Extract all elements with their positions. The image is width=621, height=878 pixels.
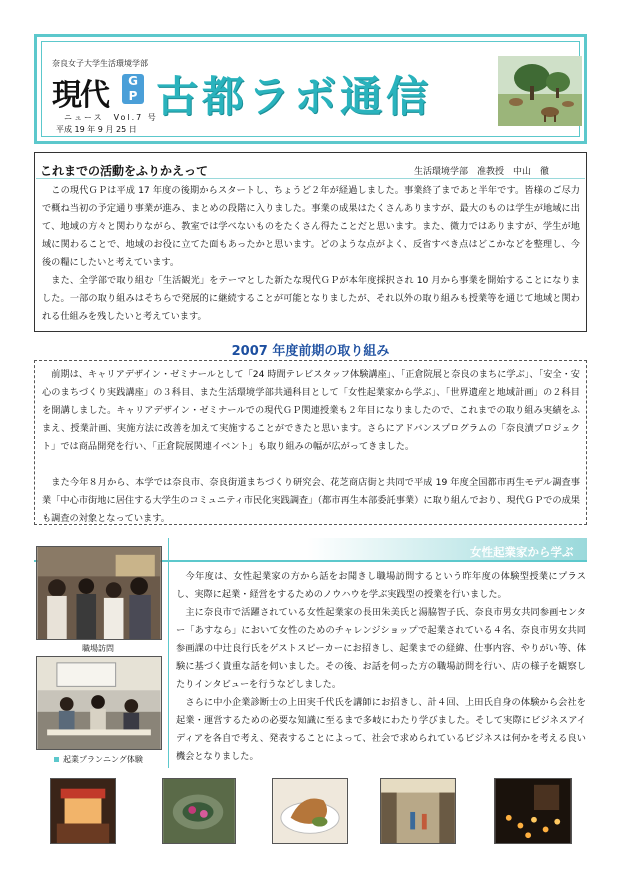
logo-gp-g: G (128, 74, 138, 88)
business-planning-caption (54, 754, 143, 765)
section-entrepreneur-title: 女性起業家から学ぶ (470, 545, 574, 559)
section-entrepreneur-paragraph-1: 今年度は、女性起業家の方から話をお聞きし職場訪問するという昨年度の体験型授業にプラスし、実際に起業・経営をするためのノウハウを学ぶ実践型の授業を行いました。 (176, 571, 586, 600)
section-2007-paragraph-2: また今年８月から、本学では奈良市、奈良街道まちづくり研究会、花芝商店街と共同で平成 19 年度全国都市再生モデル調査事業「中心市街地に居住する大学生のコミュニティ市民化実践調査」（都市再生本部委託事業）に取り組んでおり、現代ＧＰでの成果も調査の対象となっています。 (42, 477, 580, 524)
issue-date: 平成 19 年 9 月 25 日 (56, 125, 137, 134)
logo-gp-mark (122, 74, 144, 104)
gp-logo (52, 70, 147, 112)
section-2007-paragraph-1: 前期は、キャリアデザイン・ゼミナールとして「24 時間テレビスタッフ体験講座」、「正倉院展と奈良のまちに学ぶ」、「安全・安心のまちづくり実践講座」の３科目、また生活環境学部共通科目として「女性起業家から学ぶ」、「世界遺産と地域計画」の２科目を開講しました。キャリアデザイン・ゼミナールでの現代ＧＰ関連授業も２年目になりましたので、これまでの取り組み実績をふまえ、授業計画、実施方法に改善を加えて実施することができたと思います。さらにアドバンスプログラムの「奈良漬プロジェクト」では商品開発を行い、「正倉院展関連イベント」も取り組みの幅が広がってきました。 (42, 369, 580, 452)
strip-photo-food (272, 778, 348, 844)
business-planning-caption-text: 起業プランニング体験 (63, 755, 143, 764)
university-name: 奈良女子大学生活環境学部 (52, 59, 148, 68)
workplace-visit-caption: 職場訪問 (82, 644, 114, 653)
workplace-visit-photo (36, 546, 162, 640)
deer-park-photo (498, 56, 582, 126)
logo-kanji: 現代 (52, 78, 108, 113)
strip-photo-shopping-street (380, 778, 456, 844)
newsletter-title: 古都ラボ通信 (156, 72, 433, 121)
section-activities-rule (36, 178, 585, 179)
section-activities-author: 生活環境学部 准教授 中山 徹 (414, 167, 550, 177)
section-2007-title: 2007 年度前期の取り組み (231, 344, 390, 359)
issue-number: ニュース Vol.7 号 (64, 113, 158, 122)
logo-gp-p: P (128, 89, 138, 103)
section-entrepreneur-paragraph-3: さらに中小企業診断士の上田実千代氏を講師にお招きし、計４回、上田氏自身の体験から会社を起業・運営するための必要な知識に至るまで多岐にわたり学びました。そして実際にビジネスアイディアを各自で考え、発表することによって、社会で求められているビジネスは何かを考える良い機会となりました。 (176, 697, 586, 762)
section-activities-title: これまでの活動をふりかえって (40, 164, 209, 178)
strip-photo-candles (494, 778, 572, 844)
section-activities-paragraph-2: また、全学部で取り組む「生活観光」をテーマとした新たな現代ＧＰが本年度採択され 10 月から事業を開始することになりました。一部の取り組みはそちらで発展的に継続することが可能となりましたが、それ以外の取り組みも授業等を通じて地域と関われる仕組みを残したいと考えています。 (42, 275, 580, 322)
section-activities-paragraph-1: この現代ＧＰは平成 17 年度の後期からスタートし、ちょうど２年が経過しました。事業終了まであと半年です。皆様のご尽力で概ね当初の予定通り事業が進み、まとめの段階に入りました。事業の成果はたくさんありますが、最大のものは学生が地域に出て、地域の方々と関わりながら、教室では学べないものをたくさん得たことだと思います。また、微力ではありますが、学生が地域に関わることで、地域のお役に立てた面もあったかと思います。どのような点がよく、反省すべき点はどこかなどを整理し、今後の糧にしたいと考えています。 (42, 185, 580, 268)
business-planning-photo (36, 656, 162, 750)
strip-photo-lanterns (50, 778, 116, 844)
caption-bullet (54, 757, 59, 762)
section-entrepreneur-paragraph-2: 主に奈良市で活躍されている女性起業家の長田朱美氏と湯脇智子氏、奈良市男女共同参画センター「あすなら」において女性のためのチャレンジショップで起業されている４名、奈良市男女共同参画課の中辻良行氏をゲストスピーカーにお招きし、起業までの経緯、仕事内容、やりがい等、体験に基づく貴重な話を伺いました。その後、お話を伺った方の職場訪問を行い、店の様子を観察したりインタビューを行うなどしました。 (176, 607, 586, 690)
section-entrepreneur-divider (168, 538, 169, 768)
strip-photo-garden (162, 778, 236, 844)
